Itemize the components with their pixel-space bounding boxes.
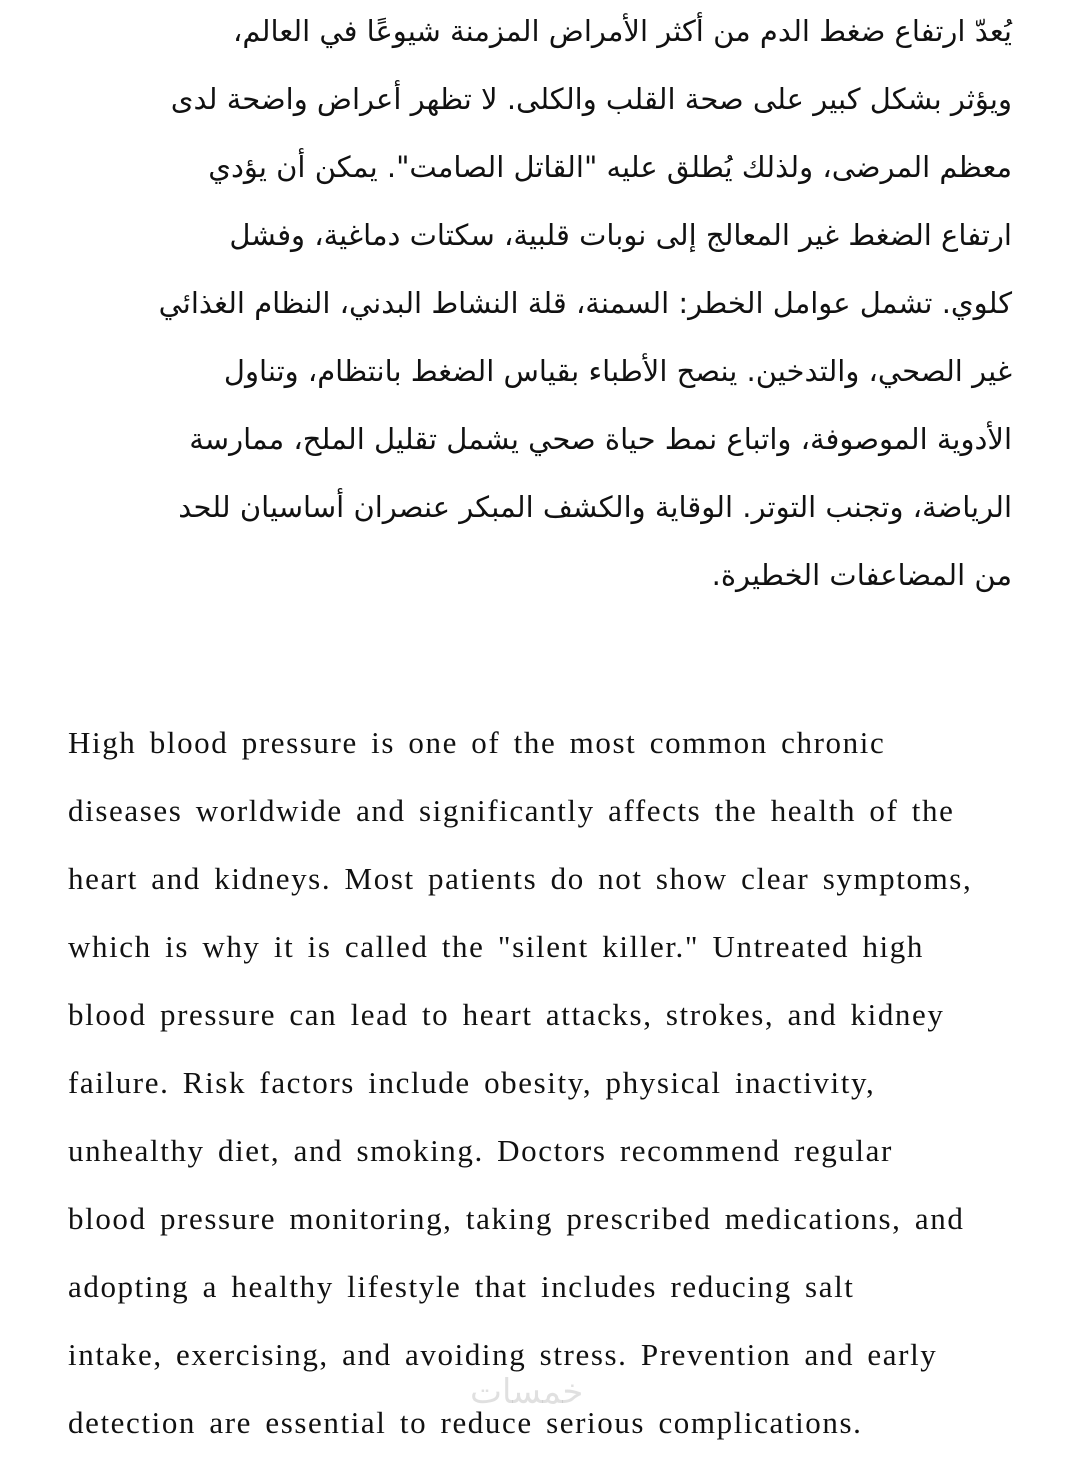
arabic-line: غير الصحي، والتدخين. ينصح الأطباء بقياس الضغط بانتظام، وتناول [223, 354, 1012, 388]
english-line: High blood pressure is one of the most common chronic [68, 725, 886, 760]
english-line: which is why it is called the "silent killer." Untreated high [68, 929, 924, 964]
english-line: blood pressure can lead to heart attacks, strokes, and kidney [68, 997, 945, 1032]
english-line: failure. Risk factors include obesity, physical inactivity, [68, 1065, 876, 1100]
arabic-line: الرياضة، وتجنب التوتر. الوقاية والكشف المبكر عنصران أساسيان للحد [178, 490, 1012, 524]
arabic-line: معظم المرضى، ولذلك يُطلق عليه "القاتل الصامت". يمكن أن يؤدي [208, 150, 1012, 184]
arabic-line: من المضاعفات الخطيرة. [711, 558, 1012, 592]
english-paragraph [68, 709, 1018, 1457]
english-line: heart and kidneys. Most patients do not show clear symptoms, [68, 861, 973, 896]
arabic-line: كلوي. تشمل عوامل الخطر: السمنة، قلة النشاط البدني، النظام الغذائي [158, 286, 1012, 320]
watermark-logo: خمسات [470, 1372, 584, 1412]
english-line: blood pressure monitoring, taking prescribed medications, and [68, 1201, 965, 1236]
arabic-line: ارتفاع الضغط غير المعالج إلى نوبات قلبية، سكتات دماغية، وفشل [229, 218, 1012, 252]
arabic-line: الأدوية الموصوفة، واتباع نمط حياة صحي يشمل تقليل الملح، ممارسة [189, 422, 1012, 456]
english-line: diseases worldwide and significantly affects the health of the [68, 793, 955, 828]
english-line: unhealthy diet, and smoking. Doctors recommend regular [68, 1133, 893, 1168]
arabic-line: يُعدّ ارتفاع ضغط الدم من أكثر الأمراض المزمنة شيوعًا في العالم، [232, 14, 1012, 48]
arabic-line: ويؤثر بشكل كبير على صحة القلب والكلى. لا تظهر أعراض واضحة لدى [170, 82, 1012, 116]
english-line: detection are essential to reduce serious complications. [68, 1405, 863, 1440]
english-line: intake, exercising, and avoiding stress. Prevention and early [68, 1337, 938, 1372]
arabic-paragraph [60, 0, 1012, 612]
english-line: adopting a healthy lifestyle that includes reducing salt [68, 1269, 855, 1304]
